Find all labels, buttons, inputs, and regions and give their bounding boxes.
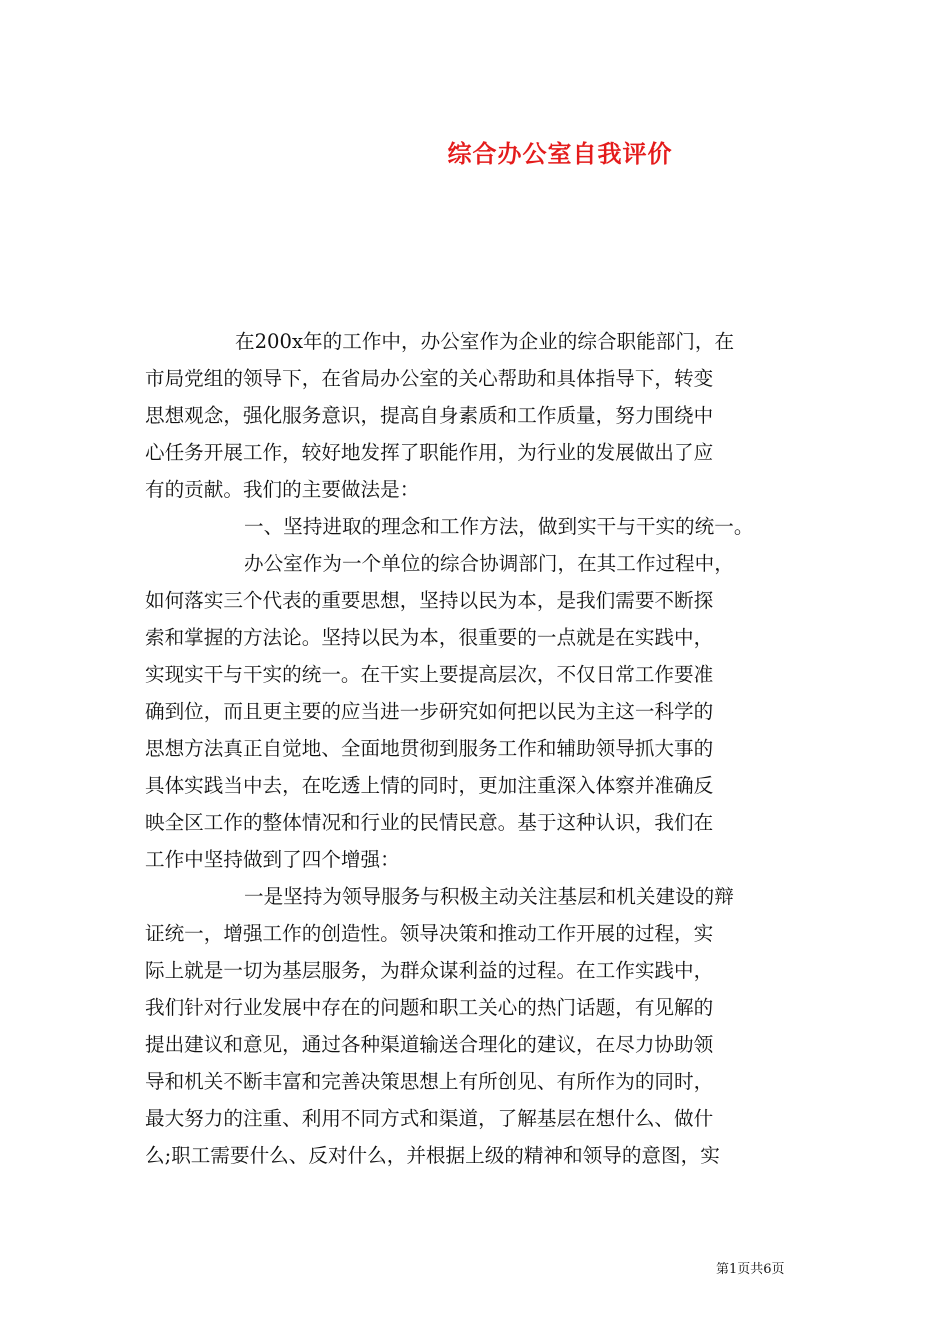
document-title: 综合办公室自我评价 [447,139,673,168]
body-line: 际上就是一切为基层服务，为群众谋利益的过程。在工作实践中， [145,959,714,982]
body-line: 提出建议和意见，通过各种渠道输送合理化的建议，在尽力协助领 [145,1033,714,1056]
body-line: 一是坚持为领导服务与积极主动关注基层和机关建设的辩 [244,885,734,908]
body-line: 实现实干与干实的统一。在干实上要提高层次，不仅日常工作要准 [145,663,714,686]
body-line: 工作中坚持做到了四个增强： [145,848,400,871]
body-line: 市局党组的领导下，在省局办公室的关心帮助和具体指导下，转变 [145,367,714,390]
body-line: 证统一，增强工作的创造性。领导决策和推动工作开展的过程，实 [145,922,714,945]
page-number: 第1页共6页 [716,1262,785,1277]
body-line: 索和掌握的方法论。坚持以民为本，很重要的一点就是在实践中， [145,626,714,649]
body-line: 思想观念，强化服务意识，提高自身素质和工作质量，努力围绕中 [145,404,714,427]
body-line: 在200x年的工作中，办公室作为企业的综合职能部门，在 [235,330,735,353]
body-line: 确到位，而且更主要的应当进一步研究如何把以民为主这一科学的 [145,700,714,723]
body-line: 么;职工需要什么、反对什么，并根据上级的精神和领导的意图，实 [145,1144,720,1167]
body-line: 有的贡献。我们的主要做法是： [145,478,420,501]
body-line: 映全区工作的整体情况和行业的民情民意。基于这种认识，我们在 [145,811,714,834]
body-line: 心任务开展工作，较好地发挥了职能作用，为行业的发展做出了应 [145,441,714,464]
body-line: 办公室作为一个单位的综合协调部门，在其工作过程中， [244,552,734,575]
body-line: 具体实践当中去，在吃透上情的同时，更加注重深入体察并准确反 [145,774,714,797]
body-line: 思想方法真正自觉地、全面地贯彻到服务工作和辅助领导抓大事的 [145,737,714,760]
body-line: 最大努力的注重、利用不同方式和渠道，了解基层在想什么、做什 [145,1107,714,1130]
body-line: 导和机关不断丰富和完善决策思想上有所创见、有所作为的同时， [145,1070,714,1093]
body-line: 如何落实三个代表的重要思想，坚持以民为本，是我们需要不断探 [145,589,714,612]
body-line: 我们针对行业发展中存在的问题和职工关心的热门话题，有见解的 [145,996,714,1019]
section-heading: 一、坚持进取的理念和工作方法，做到实干与干实的统一。 [244,515,754,538]
